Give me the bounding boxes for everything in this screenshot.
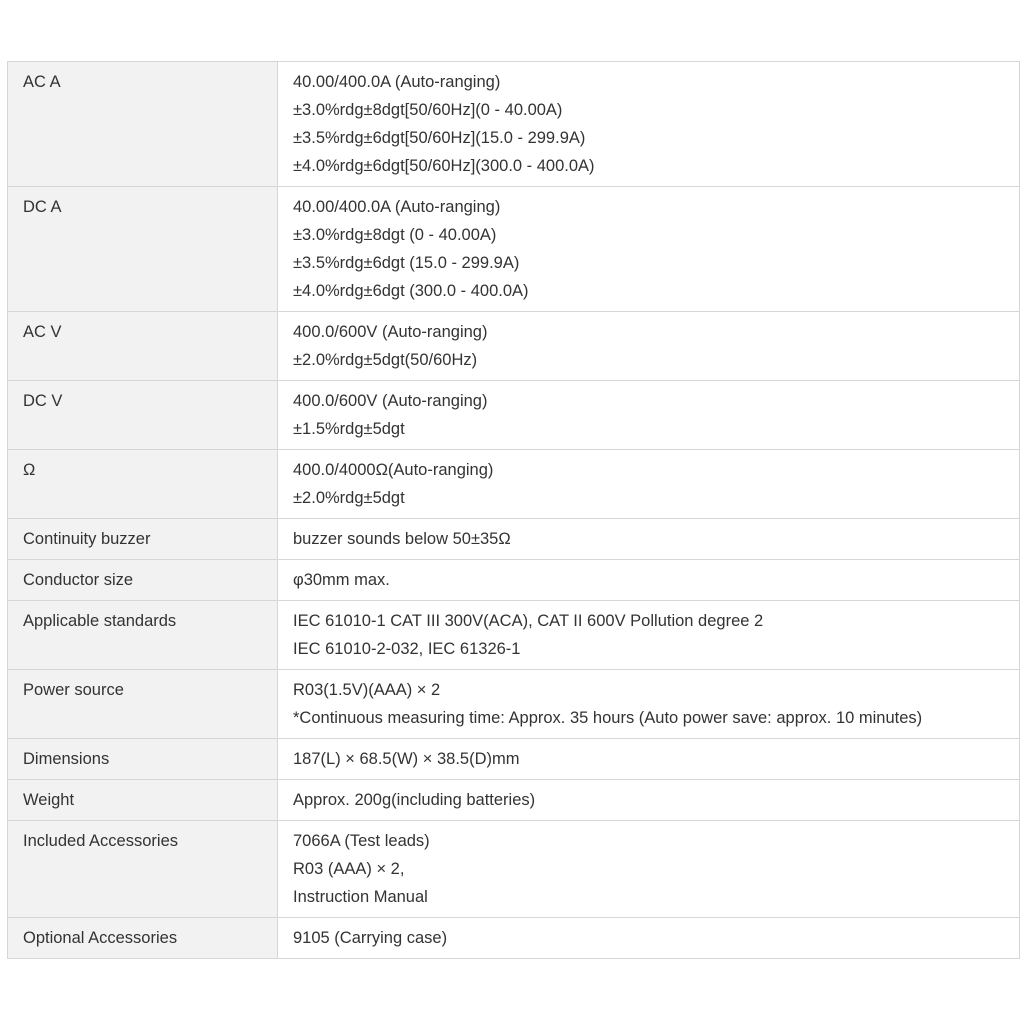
spec-value-line: 7066A (Test leads) [293,832,430,850]
spec-label: AC V [8,312,278,381]
spec-value [278,821,1020,918]
spec-value-line: IEC 61010-1 CAT III 300V(ACA), CAT II 600V Pollution degree 2 [293,612,764,630]
spec-row [8,739,1020,780]
spec-row [8,450,1020,519]
spec-label: Continuity buzzer [8,519,278,560]
spec-value-line: 40.00/400.0A (Auto-ranging) [293,198,501,216]
spec-row [8,918,1020,959]
spec-row [8,601,1020,670]
spec-row [8,312,1020,381]
spec-value-line: ±2.0%rdg±5dgt(50/60Hz) [293,351,478,369]
spec-value-line: 40.00/400.0A (Auto-ranging) [293,73,501,91]
spec-value [278,560,1020,601]
spec-value-line: R03 (AAA) × 2, [293,860,405,878]
spec-value-line: ±3.5%rdg±6dgt (15.0 - 299.9A) [293,254,520,272]
spec-label: Conductor size [8,560,278,601]
spec-value-line: Instruction Manual [293,888,428,906]
spec-label: AC A [8,62,278,187]
spec-value-line: ±4.0%rdg±6dgt[50/60Hz](300.0 - 400.0A) [293,157,595,175]
spec-value-line: 9105 (Carrying case) [293,929,448,947]
spec-value-line: R03(1.5V)(AAA) × 2 [293,681,441,699]
spec-value-line: buzzer sounds below 50±35Ω [293,530,511,548]
spec-row [8,187,1020,312]
spec-value-line: ±3.0%rdg±8dgt[50/60Hz](0 - 40.00A) [293,101,563,119]
spec-row [8,821,1020,918]
spec-row [8,381,1020,450]
spec-value [278,739,1020,780]
spec-value-line: ±1.5%rdg±5dgt [293,420,405,438]
spec-label: Applicable standards [8,601,278,670]
spec-value [278,780,1020,821]
spec-row [8,780,1020,821]
spec-value-line: 400.0/4000Ω(Auto-ranging) [293,461,494,479]
spec-value [278,918,1020,959]
specifications-table [7,61,1020,959]
spec-value-line: 400.0/600V (Auto-ranging) [293,323,488,341]
spec-value [278,519,1020,560]
spec-value [278,62,1020,187]
specifications-table-body [8,62,1020,959]
spec-value-line: φ30mm max. [293,571,390,589]
spec-value [278,601,1020,670]
spec-label: DC V [8,381,278,450]
spec-value-line: ±2.0%rdg±5dgt [293,489,405,507]
spec-value-line: *Continuous measuring time: Approx. 35 hours (Auto power save: approx. 10 minutes) [293,709,923,727]
spec-label: Ω [8,450,278,519]
spec-label: Included Accessories [8,821,278,918]
spec-value-line: 400.0/600V (Auto-ranging) [293,392,488,410]
spec-row [8,560,1020,601]
spec-value-line: 187(L) × 68.5(W) × 38.5(D)mm [293,750,520,768]
spec-label: Optional Accessories [8,918,278,959]
spec-value [278,670,1020,739]
spec-row [8,670,1020,739]
spec-value-line: ±3.0%rdg±8dgt (0 - 40.00A) [293,226,497,244]
spec-value [278,312,1020,381]
spec-label: Dimensions [8,739,278,780]
spec-value [278,187,1020,312]
spec-label: DC A [8,187,278,312]
spec-row [8,519,1020,560]
spec-label: Power source [8,670,278,739]
spec-label: Weight [8,780,278,821]
spec-value-line: ±4.0%rdg±6dgt (300.0 - 400.0A) [293,282,529,300]
spec-value [278,450,1020,519]
spec-value [278,381,1020,450]
spec-row [8,62,1020,187]
spec-value-line: IEC 61010-2-032, IEC 61326-1 [293,640,521,658]
spec-value-line: ±3.5%rdg±6dgt[50/60Hz](15.0 - 299.9A) [293,129,586,147]
spec-value-line: Approx. 200g(including batteries) [293,791,536,809]
